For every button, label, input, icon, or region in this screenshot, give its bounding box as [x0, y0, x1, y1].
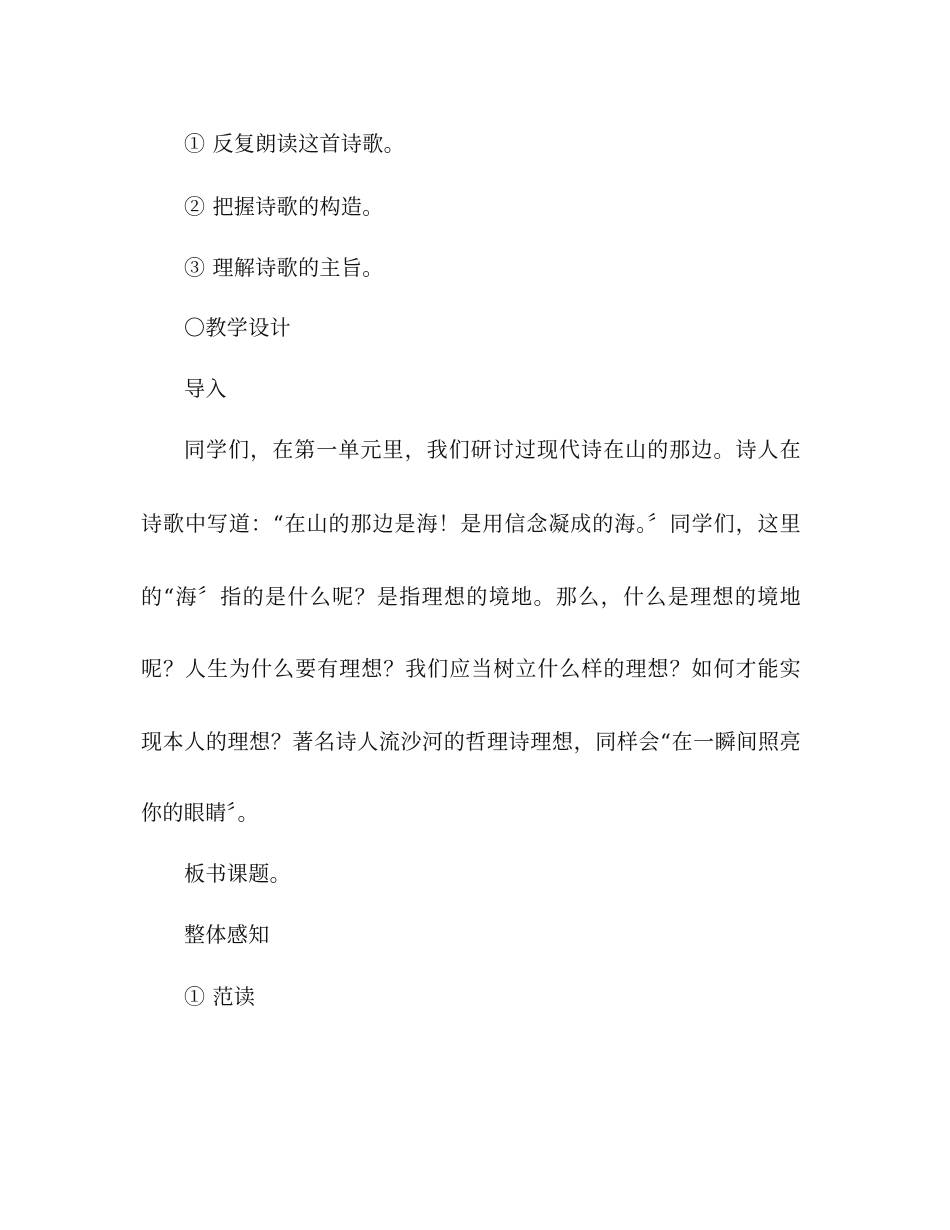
objective-item-3: ③ 理解诗歌的主旨。 — [184, 256, 384, 280]
subheading-intro: 导入 — [184, 377, 227, 401]
intro-paragraph-line: 现本人的理想？著名诗人流沙河的哲理诗理想，同样会“在一瞬间照亮 — [141, 730, 801, 754]
perception-item-1: ① 范读 — [184, 985, 256, 1009]
section-heading: 〇教学设计 — [184, 316, 291, 340]
objective-item-2: ② 把握诗歌的构造。 — [184, 195, 384, 219]
intro-paragraph-line: 你的眼睛〞。 — [141, 801, 259, 825]
objective-item-1: ① 反复朗读这首诗歌。 — [184, 132, 406, 156]
intro-paragraph-line: 呢？人生为什么要有理想？我们应当树立什么样的理想？如何才能实 — [141, 657, 801, 681]
intro-paragraph-line: 的“海〞指的是什么呢？是指理想的境地。那么，什么是理想的境地 — [141, 585, 801, 609]
board-note: 板书课题。 — [184, 862, 291, 886]
intro-paragraph-line: 诗歌中写道：“在山的那边是海！是用信念凝成的海。〞同学们，这里 — [141, 512, 801, 536]
intro-paragraph-line: 同学们，在第一单元里，我们研讨过现代诗在山的那边。诗人在 — [184, 438, 801, 462]
subheading-perception: 整体感知 — [184, 923, 270, 947]
